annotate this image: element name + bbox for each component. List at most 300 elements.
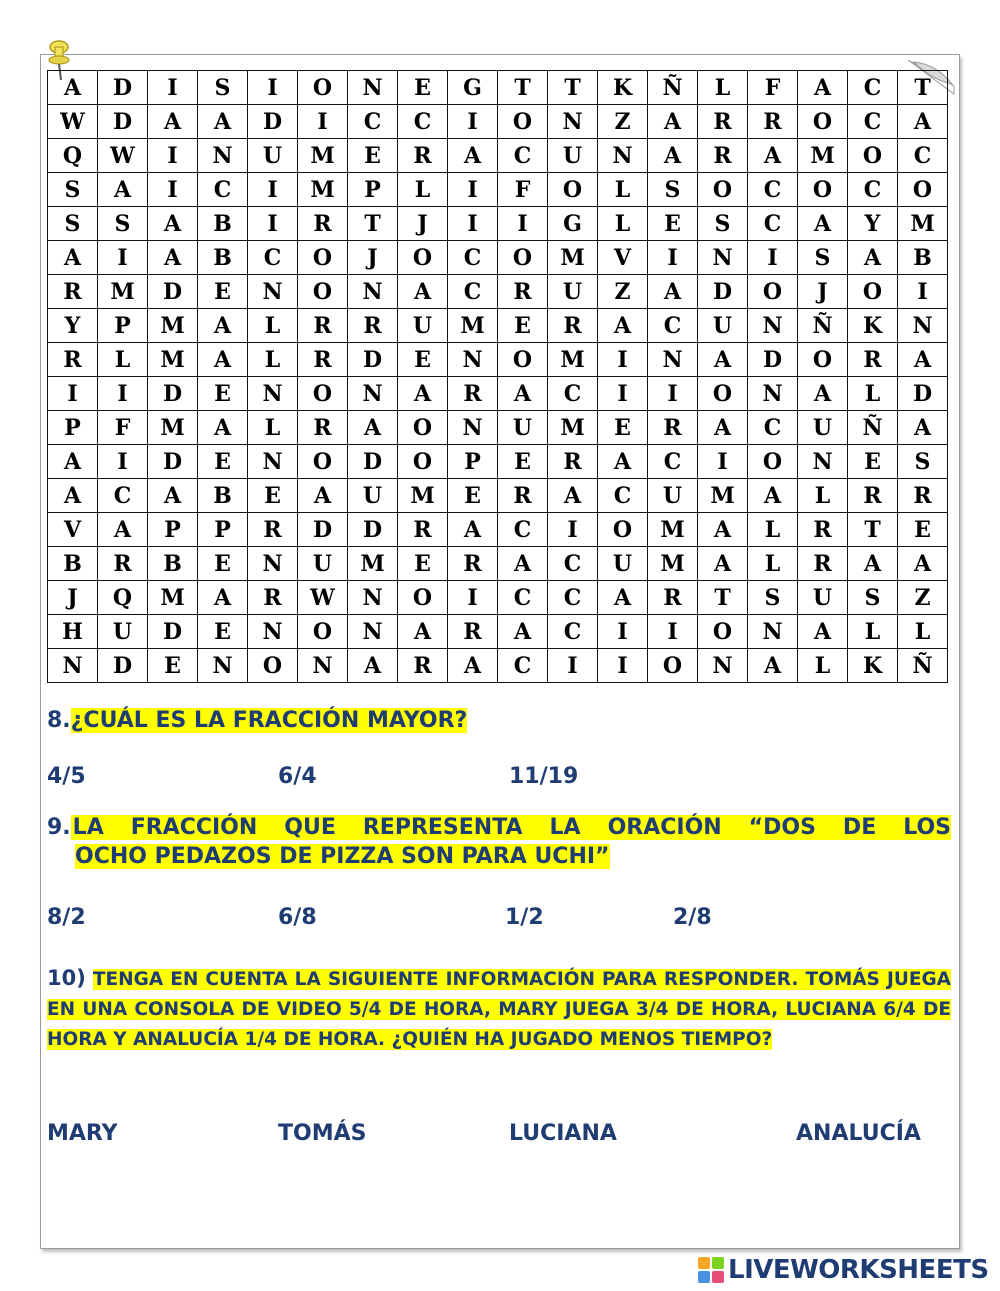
grid-cell[interactable]: L (798, 479, 848, 513)
grid-cell[interactable]: A (798, 615, 848, 649)
grid-cell[interactable]: O (698, 173, 748, 207)
grid-cell[interactable]: A (848, 241, 898, 275)
grid-cell[interactable]: A (298, 479, 348, 513)
grid-cell[interactable]: U (598, 547, 648, 581)
grid-cell[interactable]: U (348, 479, 398, 513)
grid-cell[interactable]: A (748, 479, 798, 513)
grid-cell[interactable]: A (598, 445, 648, 479)
grid-cell[interactable]: A (898, 343, 948, 377)
grid-cell[interactable]: C (748, 173, 798, 207)
grid-cell[interactable]: N (798, 445, 848, 479)
grid-cell[interactable]: E (648, 207, 698, 241)
grid-cell[interactable]: A (148, 479, 198, 513)
grid-cell[interactable]: A (648, 105, 698, 139)
grid-cell[interactable]: E (198, 547, 248, 581)
grid-cell[interactable]: W (298, 581, 348, 615)
grid-cell[interactable]: L (98, 343, 148, 377)
grid-cell[interactable]: L (698, 71, 748, 105)
grid-cell[interactable]: A (548, 479, 598, 513)
grid-cell[interactable]: B (198, 479, 248, 513)
q9-option-2[interactable]: 6/8 (278, 905, 317, 930)
grid-cell[interactable]: A (598, 309, 648, 343)
grid-cell[interactable]: M (398, 479, 448, 513)
grid-cell[interactable]: A (448, 649, 498, 683)
grid-cell[interactable]: Ñ (648, 71, 698, 105)
grid-cell[interactable]: I (548, 649, 598, 683)
q10-option-mary[interactable]: MARY (47, 1121, 118, 1146)
grid-cell[interactable]: E (198, 445, 248, 479)
grid-cell[interactable]: I (648, 241, 698, 275)
grid-cell[interactable]: E (498, 309, 548, 343)
grid-cell[interactable]: O (598, 513, 648, 547)
grid-cell[interactable]: O (798, 343, 848, 377)
grid-cell[interactable]: S (648, 173, 698, 207)
grid-cell[interactable]: N (248, 615, 298, 649)
grid-cell[interactable]: S (698, 207, 748, 241)
grid-cell[interactable]: C (648, 445, 698, 479)
grid-cell[interactable]: C (448, 275, 498, 309)
grid-cell[interactable]: E (398, 547, 448, 581)
grid-cell[interactable]: A (198, 343, 248, 377)
grid-cell[interactable]: L (798, 649, 848, 683)
grid-cell[interactable]: O (848, 139, 898, 173)
grid-cell[interactable]: M (548, 343, 598, 377)
grid-cell[interactable]: R (648, 581, 698, 615)
grid-cell[interactable]: B (198, 207, 248, 241)
grid-cell[interactable]: T (348, 207, 398, 241)
grid-cell[interactable]: G (448, 71, 498, 105)
grid-cell[interactable]: R (648, 411, 698, 445)
grid-cell[interactable]: S (898, 445, 948, 479)
grid-cell[interactable]: O (298, 241, 348, 275)
grid-cell[interactable]: R (448, 377, 498, 411)
grid-cell[interactable]: M (648, 513, 698, 547)
grid-cell[interactable]: T (898, 71, 948, 105)
grid-cell[interactable]: O (798, 173, 848, 207)
grid-cell[interactable]: J (398, 207, 448, 241)
grid-cell[interactable]: O (498, 241, 548, 275)
grid-cell[interactable]: A (348, 411, 398, 445)
grid-cell[interactable]: I (98, 241, 148, 275)
grid-cell[interactable]: M (148, 411, 198, 445)
grid-cell[interactable]: N (348, 275, 398, 309)
grid-cell[interactable]: J (798, 275, 848, 309)
grid-cell[interactable]: Y (48, 309, 98, 343)
grid-cell[interactable]: O (848, 275, 898, 309)
grid-cell[interactable]: C (498, 513, 548, 547)
grid-cell[interactable]: D (148, 445, 198, 479)
grid-cell[interactable]: H (48, 615, 98, 649)
grid-cell[interactable]: D (148, 615, 198, 649)
grid-cell[interactable]: D (248, 105, 298, 139)
grid-cell[interactable]: R (448, 547, 498, 581)
grid-cell[interactable]: I (248, 173, 298, 207)
grid-cell[interactable]: N (748, 615, 798, 649)
grid-cell[interactable]: C (498, 139, 548, 173)
grid-cell[interactable]: O (798, 105, 848, 139)
grid-cell[interactable]: I (548, 513, 598, 547)
grid-cell[interactable]: R (98, 547, 148, 581)
grid-cell[interactable]: Y (848, 207, 898, 241)
grid-cell[interactable]: M (798, 139, 848, 173)
grid-cell[interactable]: R (548, 309, 598, 343)
grid-cell[interactable]: I (148, 173, 198, 207)
grid-cell[interactable]: B (198, 241, 248, 275)
grid-cell[interactable]: A (198, 105, 248, 139)
grid-cell[interactable]: I (98, 377, 148, 411)
grid-cell[interactable]: I (448, 207, 498, 241)
grid-cell[interactable]: A (48, 241, 98, 275)
grid-cell[interactable]: S (48, 207, 98, 241)
grid-cell[interactable]: D (348, 513, 398, 547)
grid-cell[interactable]: T (848, 513, 898, 547)
grid-cell[interactable]: R (248, 513, 298, 547)
grid-cell[interactable]: P (148, 513, 198, 547)
grid-cell[interactable]: S (98, 207, 148, 241)
grid-cell[interactable]: M (548, 241, 598, 275)
grid-cell[interactable]: A (448, 513, 498, 547)
grid-cell[interactable]: C (848, 105, 898, 139)
grid-cell[interactable]: C (398, 105, 448, 139)
grid-cell[interactable]: N (598, 139, 648, 173)
grid-cell[interactable]: S (848, 581, 898, 615)
grid-cell[interactable]: I (648, 377, 698, 411)
grid-cell[interactable]: I (248, 207, 298, 241)
grid-cell[interactable]: U (248, 139, 298, 173)
grid-cell[interactable]: M (548, 411, 598, 445)
grid-cell[interactable]: A (398, 275, 448, 309)
grid-cell[interactable]: N (348, 581, 398, 615)
grid-cell[interactable]: R (298, 411, 348, 445)
q9-option-4[interactable]: 2/8 (673, 905, 712, 930)
grid-cell[interactable]: I (598, 615, 648, 649)
grid-cell[interactable]: O (398, 445, 448, 479)
grid-cell[interactable]: D (298, 513, 348, 547)
grid-cell[interactable]: O (748, 445, 798, 479)
grid-cell[interactable]: A (748, 649, 798, 683)
grid-cell[interactable]: L (248, 309, 298, 343)
grid-cell[interactable]: C (548, 615, 598, 649)
grid-cell[interactable]: R (48, 275, 98, 309)
grid-cell[interactable]: A (698, 547, 748, 581)
grid-cell[interactable]: M (348, 547, 398, 581)
grid-cell[interactable]: C (598, 479, 648, 513)
grid-cell[interactable]: E (198, 615, 248, 649)
grid-cell[interactable]: L (848, 377, 898, 411)
grid-cell[interactable]: U (298, 547, 348, 581)
grid-cell[interactable]: M (698, 479, 748, 513)
grid-cell[interactable]: R (48, 343, 98, 377)
grid-cell[interactable]: K (848, 649, 898, 683)
grid-cell[interactable]: D (148, 377, 198, 411)
grid-cell[interactable]: D (98, 71, 148, 105)
grid-cell[interactable]: B (148, 547, 198, 581)
grid-cell[interactable]: G (548, 207, 598, 241)
grid-cell[interactable]: U (498, 411, 548, 445)
grid-cell[interactable]: I (498, 207, 548, 241)
grid-cell[interactable]: R (298, 309, 348, 343)
grid-cell[interactable]: A (48, 479, 98, 513)
grid-cell[interactable]: A (48, 71, 98, 105)
grid-cell[interactable]: D (98, 105, 148, 139)
grid-cell[interactable]: I (448, 105, 498, 139)
q9-option-3[interactable]: 1/2 (505, 905, 544, 930)
grid-cell[interactable]: S (798, 241, 848, 275)
grid-cell[interactable]: Ñ (848, 411, 898, 445)
grid-cell[interactable]: R (848, 479, 898, 513)
grid-cell[interactable]: A (498, 615, 548, 649)
grid-cell[interactable]: R (398, 513, 448, 547)
grid-cell[interactable]: L (248, 411, 298, 445)
grid-cell[interactable]: D (348, 445, 398, 479)
grid-cell[interactable]: N (298, 649, 348, 683)
grid-cell[interactable]: I (448, 581, 498, 615)
grid-cell[interactable]: Q (48, 139, 98, 173)
grid-cell[interactable]: R (498, 275, 548, 309)
grid-cell[interactable]: A (798, 377, 848, 411)
q10-option-tomas[interactable]: TOMÁS (278, 1121, 367, 1146)
grid-cell[interactable]: U (798, 581, 848, 615)
grid-cell[interactable]: L (598, 207, 648, 241)
grid-cell[interactable]: A (698, 411, 748, 445)
grid-cell[interactable]: L (848, 615, 898, 649)
grid-cell[interactable]: C (848, 71, 898, 105)
grid-cell[interactable]: F (748, 71, 798, 105)
grid-cell[interactable]: E (598, 411, 648, 445)
grid-cell[interactable]: C (548, 377, 598, 411)
grid-cell[interactable]: I (598, 343, 648, 377)
grid-cell[interactable]: C (348, 105, 398, 139)
grid-cell[interactable]: R (298, 343, 348, 377)
grid-cell[interactable]: E (848, 445, 898, 479)
grid-cell[interactable]: B (48, 547, 98, 581)
grid-cell[interactable]: A (148, 105, 198, 139)
grid-cell[interactable]: A (598, 581, 648, 615)
grid-cell[interactable]: I (648, 615, 698, 649)
grid-cell[interactable]: D (748, 343, 798, 377)
q10-option-luciana[interactable]: LUCIANA (509, 1121, 617, 1146)
grid-cell[interactable]: O (698, 615, 748, 649)
grid-cell[interactable]: J (348, 241, 398, 275)
grid-cell[interactable]: L (398, 173, 448, 207)
grid-cell[interactable]: S (748, 581, 798, 615)
grid-cell[interactable]: R (698, 105, 748, 139)
grid-cell[interactable]: C (198, 173, 248, 207)
grid-cell[interactable]: N (448, 411, 498, 445)
grid-cell[interactable]: M (98, 275, 148, 309)
grid-cell[interactable]: L (248, 343, 298, 377)
grid-cell[interactable]: P (348, 173, 398, 207)
grid-cell[interactable]: A (148, 207, 198, 241)
grid-cell[interactable]: A (198, 411, 248, 445)
grid-cell[interactable]: R (798, 513, 848, 547)
grid-cell[interactable]: A (898, 105, 948, 139)
grid-cell[interactable]: O (298, 275, 348, 309)
grid-cell[interactable]: T (698, 581, 748, 615)
grid-cell[interactable]: A (498, 547, 548, 581)
grid-cell[interactable]: O (298, 445, 348, 479)
grid-cell[interactable]: U (548, 275, 598, 309)
grid-cell[interactable]: E (348, 139, 398, 173)
grid-cell[interactable]: I (298, 105, 348, 139)
grid-cell[interactable]: N (648, 343, 698, 377)
grid-cell[interactable]: R (298, 207, 348, 241)
grid-cell[interactable]: I (898, 275, 948, 309)
q9-option-1[interactable]: 8/2 (47, 905, 86, 930)
grid-cell[interactable]: W (48, 105, 98, 139)
grid-cell[interactable]: I (248, 71, 298, 105)
grid-cell[interactable]: O (748, 275, 798, 309)
grid-cell[interactable]: A (648, 275, 698, 309)
grid-cell[interactable]: A (198, 581, 248, 615)
grid-cell[interactable]: N (348, 615, 398, 649)
grid-cell[interactable]: I (698, 445, 748, 479)
grid-cell[interactable]: O (248, 649, 298, 683)
grid-cell[interactable]: T (498, 71, 548, 105)
grid-cell[interactable]: M (648, 547, 698, 581)
grid-cell[interactable]: N (248, 275, 298, 309)
grid-cell[interactable]: P (98, 309, 148, 343)
grid-cell[interactable]: V (598, 241, 648, 275)
grid-cell[interactable]: C (98, 479, 148, 513)
grid-cell[interactable]: A (148, 241, 198, 275)
grid-cell[interactable]: Z (598, 105, 648, 139)
grid-cell[interactable]: N (348, 377, 398, 411)
grid-cell[interactable]: A (498, 377, 548, 411)
grid-cell[interactable]: C (898, 139, 948, 173)
grid-cell[interactable]: A (798, 207, 848, 241)
grid-cell[interactable]: O (898, 173, 948, 207)
grid-cell[interactable]: O (498, 343, 548, 377)
grid-cell[interactable]: I (148, 71, 198, 105)
grid-cell[interactable]: I (598, 649, 648, 683)
grid-cell[interactable]: E (198, 377, 248, 411)
grid-cell[interactable]: U (698, 309, 748, 343)
grid-cell[interactable]: E (498, 445, 548, 479)
grid-cell[interactable]: F (98, 411, 148, 445)
grid-cell[interactable]: M (148, 343, 198, 377)
grid-cell[interactable]: N (448, 343, 498, 377)
grid-cell[interactable]: Z (898, 581, 948, 615)
grid-cell[interactable]: P (198, 513, 248, 547)
grid-cell[interactable]: R (498, 479, 548, 513)
grid-cell[interactable]: A (398, 615, 448, 649)
grid-cell[interactable]: A (848, 547, 898, 581)
grid-cell[interactable]: O (398, 241, 448, 275)
grid-cell[interactable]: C (648, 309, 698, 343)
grid-cell[interactable]: B (898, 241, 948, 275)
grid-cell[interactable]: Ñ (898, 649, 948, 683)
grid-cell[interactable]: Z (598, 275, 648, 309)
grid-cell[interactable]: C (248, 241, 298, 275)
grid-cell[interactable]: N (698, 241, 748, 275)
q8-option-1[interactable]: 4/5 (47, 764, 86, 789)
grid-cell[interactable]: E (248, 479, 298, 513)
grid-cell[interactable]: C (498, 649, 548, 683)
grid-cell[interactable]: D (348, 343, 398, 377)
grid-cell[interactable]: J (48, 581, 98, 615)
grid-cell[interactable]: A (398, 377, 448, 411)
grid-cell[interactable]: S (48, 173, 98, 207)
grid-cell[interactable]: A (898, 547, 948, 581)
grid-cell[interactable]: C (848, 173, 898, 207)
grid-cell[interactable]: C (748, 411, 798, 445)
grid-cell[interactable]: A (448, 139, 498, 173)
grid-cell[interactable]: N (698, 649, 748, 683)
grid-cell[interactable]: R (898, 479, 948, 513)
grid-cell[interactable]: N (348, 71, 398, 105)
grid-cell[interactable]: N (198, 139, 248, 173)
grid-cell[interactable]: N (898, 309, 948, 343)
grid-cell[interactable]: L (748, 547, 798, 581)
grid-cell[interactable]: Ñ (798, 309, 848, 343)
grid-cell[interactable]: C (448, 241, 498, 275)
grid-cell[interactable]: O (298, 377, 348, 411)
grid-cell[interactable]: U (398, 309, 448, 343)
grid-cell[interactable]: N (248, 445, 298, 479)
grid-cell[interactable]: N (748, 377, 798, 411)
grid-cell[interactable]: R (398, 649, 448, 683)
grid-cell[interactable]: S (198, 71, 248, 105)
grid-cell[interactable]: P (48, 411, 98, 445)
grid-cell[interactable]: R (448, 615, 498, 649)
grid-cell[interactable]: W (98, 139, 148, 173)
q8-option-2[interactable]: 6/4 (278, 764, 317, 789)
grid-cell[interactable]: A (198, 309, 248, 343)
grid-cell[interactable]: E (898, 513, 948, 547)
grid-cell[interactable]: A (348, 649, 398, 683)
grid-cell[interactable]: L (598, 173, 648, 207)
grid-cell[interactable]: T (548, 71, 598, 105)
grid-cell[interactable]: U (548, 139, 598, 173)
grid-cell[interactable]: A (98, 513, 148, 547)
grid-cell[interactable]: R (748, 105, 798, 139)
grid-cell[interactable]: E (398, 343, 448, 377)
grid-cell[interactable]: A (48, 445, 98, 479)
grid-cell[interactable]: R (548, 445, 598, 479)
grid-cell[interactable]: C (548, 581, 598, 615)
grid-cell[interactable]: P (448, 445, 498, 479)
grid-cell[interactable]: M (298, 173, 348, 207)
grid-cell[interactable]: A (898, 411, 948, 445)
grid-cell[interactable]: O (548, 173, 598, 207)
grid-cell[interactable]: R (698, 139, 748, 173)
grid-cell[interactable]: M (298, 139, 348, 173)
grid-cell[interactable]: R (798, 547, 848, 581)
grid-cell[interactable]: A (648, 139, 698, 173)
grid-cell[interactable]: U (98, 615, 148, 649)
grid-cell[interactable]: R (848, 343, 898, 377)
grid-cell[interactable]: A (798, 71, 848, 105)
grid-cell[interactable]: L (748, 513, 798, 547)
grid-cell[interactable]: K (598, 71, 648, 105)
grid-cell[interactable]: A (748, 139, 798, 173)
grid-cell[interactable]: I (748, 241, 798, 275)
grid-cell[interactable]: O (398, 581, 448, 615)
grid-cell[interactable]: C (748, 207, 798, 241)
grid-cell[interactable]: U (798, 411, 848, 445)
grid-cell[interactable]: L (898, 615, 948, 649)
grid-cell[interactable]: O (298, 615, 348, 649)
grid-cell[interactable]: O (298, 71, 348, 105)
grid-cell[interactable]: A (698, 513, 748, 547)
grid-cell[interactable]: D (148, 275, 198, 309)
grid-cell[interactable]: O (648, 649, 698, 683)
grid-cell[interactable]: Q (98, 581, 148, 615)
grid-cell[interactable]: N (248, 377, 298, 411)
grid-cell[interactable]: M (898, 207, 948, 241)
q10-option-analucia[interactable]: ANALUCÍA (796, 1121, 921, 1146)
